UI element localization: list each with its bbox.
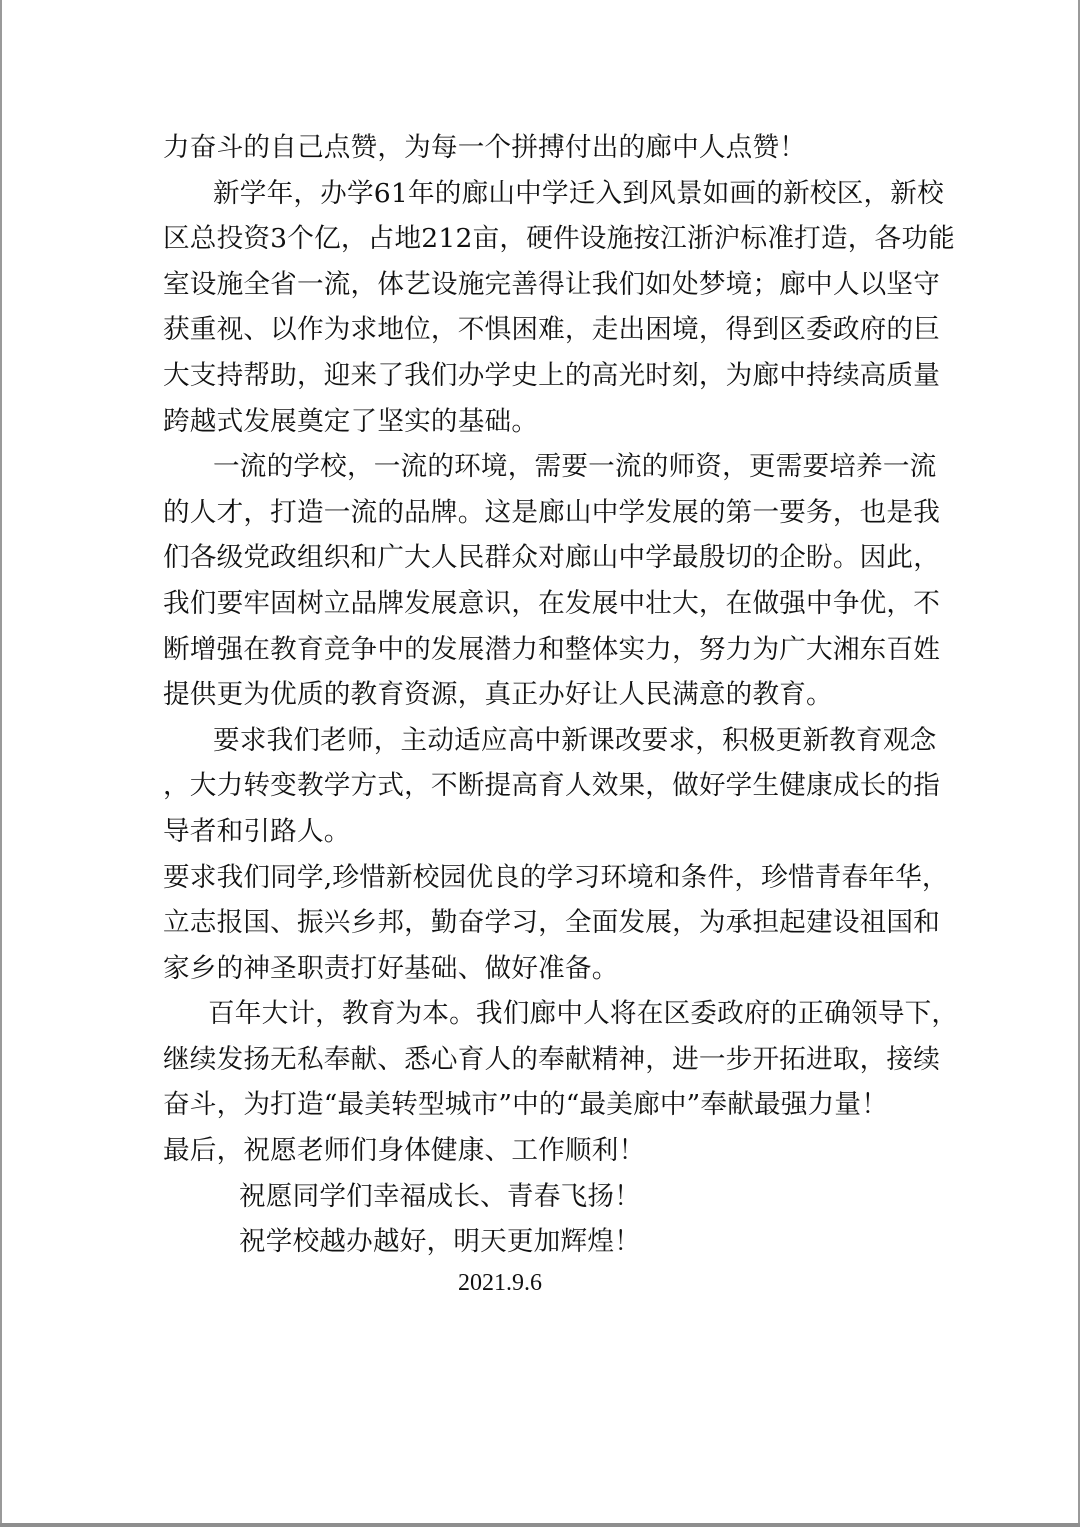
text-line: 获重视、以作为求地位，不惧困难，走出困境，得到区委政府的巨 xyxy=(163,314,941,346)
text-line: 们各级党政组织和广大人民群众对廊山中学最殷切的企盼。因此， xyxy=(163,542,941,574)
text-line: 家乡的神圣职责打好基础、做好准备。 xyxy=(163,952,619,984)
text-line: 新学年，办学61年的廊山中学迁入到风景如画的新校区，新校 xyxy=(213,177,944,209)
page-border-bottom xyxy=(0,1523,1080,1527)
document-date: 2021.9.6 xyxy=(458,1270,542,1296)
text-line: 一流的学校，一流的环境，需要一流的师资，更需要培养一流 xyxy=(213,451,937,483)
text-line: 的人才，打造一流的品牌。这是廊山中学发展的第一要务，也是我 xyxy=(163,496,941,528)
closing-line: 祝愿同学们幸福成长、青春飞扬！ xyxy=(239,1180,641,1212)
text-line: 跨越式发展奠定了坚实的基础。 xyxy=(163,405,539,437)
text-line: 力奋斗的自己点赞，为每一个拼搏付出的廊中人点赞！ xyxy=(163,132,807,163)
closing-line: 最后，祝愿老师们身体健康、工作顺利！ xyxy=(163,1135,646,1167)
text-line: 室设施全省一流，体艺设施完善得让我们如处梦境；廊中人以坚守 xyxy=(163,268,941,300)
text-line: 立志报国、振兴乡邦，勤奋学习，全面发展，为承担起建设祖国和 xyxy=(163,907,941,939)
letter-body xyxy=(163,125,959,1265)
text-line: 要求我们老师，主动适应高中新课改要求，积极更新教育观念 xyxy=(213,724,937,756)
text-line: 导者和引路人。 xyxy=(163,815,351,847)
closing-line: 祝学校越办越好，明天更加辉煌！ xyxy=(239,1226,641,1258)
text-line: 要求我们同学,珍惜新校园优良的学习环境和条件，珍惜青春年华， xyxy=(163,861,949,893)
text-line: 区总投资3个亿，占地212亩，硬件设施按江浙沪标准打造，各功能 xyxy=(163,223,955,255)
text-line: 继续发扬无私奉献、悉心育人的奉献精神，进一步开拓进取，接续 xyxy=(163,1043,941,1075)
text-line: 奋斗，为打造“最美转型城市”中的“最美廊中”奉献最强力量！ xyxy=(163,1089,889,1121)
text-line: ，大力转变教学方式，不断提高育人效果，做好学生健康成长的指 xyxy=(163,770,941,802)
text-line: 断增强在教育竞争中的发展潜力和整体实力，努力为广大湘东百姓 xyxy=(163,633,941,665)
text-line: 我们要牢固树立品牌发展意识，在发展中壮大，在做强中争优，不 xyxy=(163,587,941,619)
text-line: 百年大计，教育为本。我们廊中人将在区委政府的正确领导下， xyxy=(208,998,959,1030)
text-line: 提供更为优质的教育资源，真正办好让人民满意的教育。 xyxy=(163,679,833,711)
text-line: 大支持帮助，迎来了我们办学史上的高光时刻，为廊中持续高质量 xyxy=(163,359,941,391)
